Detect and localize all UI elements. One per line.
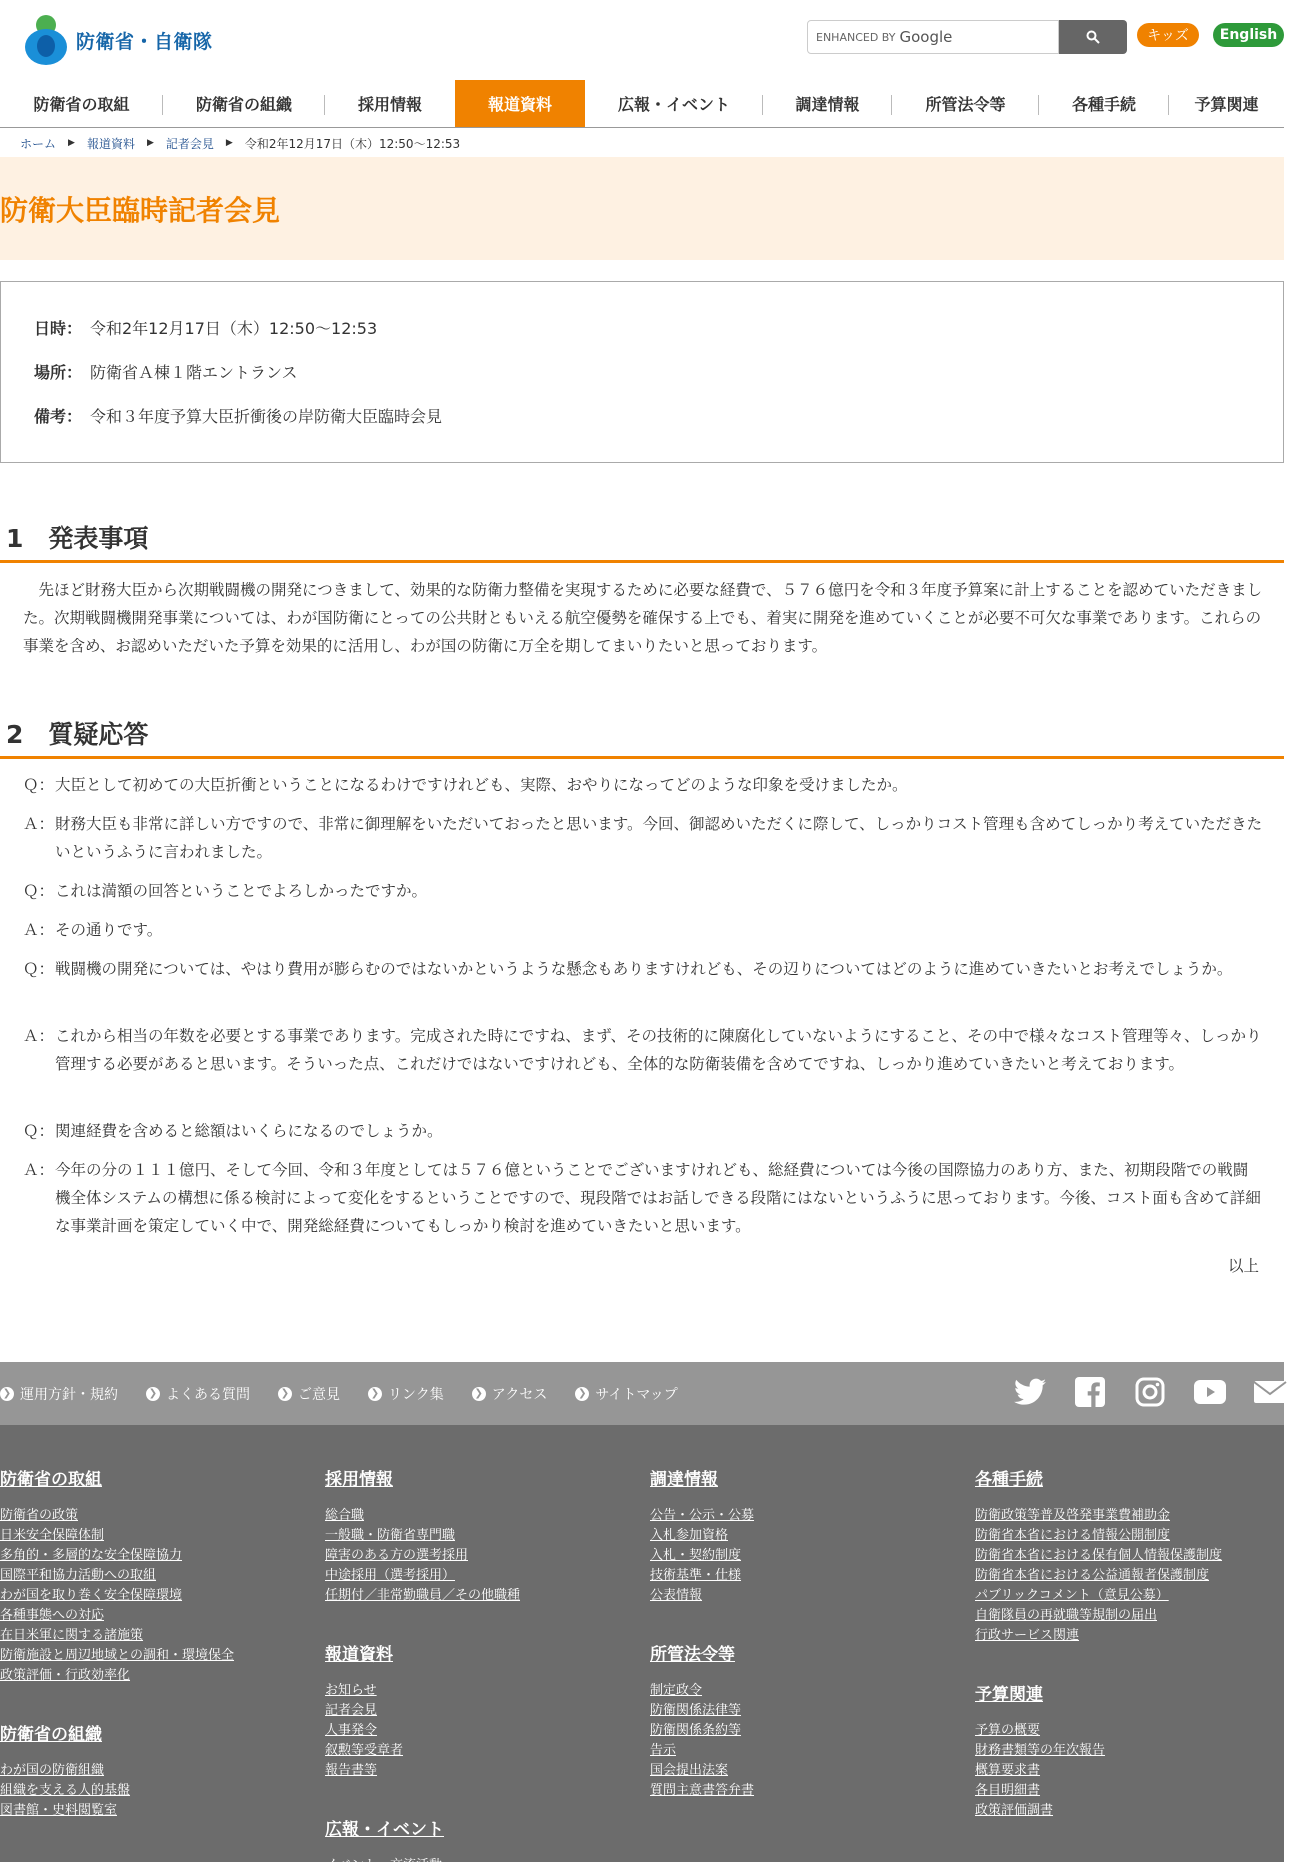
section-heading-announcement: 1 発表事項 bbox=[0, 519, 1284, 563]
footer-column bbox=[650, 1465, 950, 1606]
info-label: 備考： bbox=[34, 407, 83, 426]
footer-link[interactable]: 告示 bbox=[650, 1743, 677, 1758]
title-band bbox=[0, 157, 1284, 260]
end-text: 以上 bbox=[1227, 1257, 1259, 1275]
footer-column bbox=[0, 1465, 300, 1686]
chevron-right-icon: ❯ bbox=[278, 1387, 292, 1401]
footer-link[interactable]: 防衛関係法律等 bbox=[650, 1703, 742, 1718]
footer-link[interactable]: 防衛省本省における情報公開制度 bbox=[975, 1528, 1171, 1543]
footer-link[interactable]: わが国を取り巻く安全保障環境 bbox=[0, 1588, 183, 1603]
chevron-right-icon: ▶ bbox=[225, 138, 233, 148]
footer-link[interactable]: 技術基準・仕様 bbox=[650, 1568, 742, 1583]
footer-heading[interactable]: 防衛省の取組 bbox=[0, 1470, 102, 1490]
chevron-right-icon: ▶ bbox=[68, 138, 75, 148]
search-icon bbox=[1086, 30, 1100, 44]
footer-heading[interactable]: 防衛省の組織 bbox=[0, 1725, 102, 1745]
qa-item bbox=[23, 916, 1263, 944]
footer-link[interactable]: 防衛関係条約等 bbox=[650, 1723, 742, 1738]
info-box bbox=[0, 281, 1284, 463]
footer-link[interactable]: 行政サービス関連 bbox=[975, 1628, 1080, 1643]
footer-link[interactable]: 任期付／非常勤職員／その他職種 bbox=[325, 1588, 521, 1603]
facebook-icon[interactable] bbox=[1070, 1372, 1110, 1412]
footer-heading[interactable]: 採用情報 bbox=[325, 1470, 393, 1490]
page-title: 防衛大臣臨時記者会見 bbox=[0, 193, 281, 227]
nav-item-press[interactable]: 報道資料 bbox=[455, 80, 585, 127]
search-placeholder: ENHANCED BY bbox=[816, 30, 896, 44]
footer-link[interactable]: 人事発令 bbox=[325, 1723, 378, 1738]
footer-links-bar bbox=[0, 1362, 1284, 1425]
footer-heading[interactable]: 広報・イベント bbox=[325, 1820, 444, 1840]
chevron-right-icon: ❯ bbox=[472, 1387, 486, 1401]
qa-label: Ａ： bbox=[23, 1027, 55, 1045]
qa-text: 関連経費を含めると総額はいくらになるのでしょうか。 bbox=[55, 1122, 443, 1140]
mail-icon[interactable] bbox=[1250, 1372, 1290, 1412]
footer-list bbox=[0, 1506, 300, 1686]
breadcrumb-current: 令和2年12月17日（木）12:50～12:53 bbox=[244, 136, 461, 151]
footer-link-label: アクセス bbox=[491, 1386, 548, 1403]
footer-list bbox=[325, 1681, 625, 1781]
qa-label: Ｑ： bbox=[23, 1122, 55, 1140]
qa-label: Ａ： bbox=[23, 1161, 55, 1179]
footer-link[interactable]: パブリックコメント（意見公募） bbox=[975, 1588, 1169, 1603]
footer-link[interactable]: 公表情報 bbox=[650, 1588, 703, 1603]
qa-text: 財務大臣も非常に詳しい方ですので、非常に御理解をいただいておったと思います。今回、御認めいただくに際して、しっかりコスト管理も含めてしっかり考えていただきたいというふうに言われました。 bbox=[55, 815, 1263, 861]
footer-link-links[interactable] bbox=[368, 1384, 444, 1404]
footer-list bbox=[650, 1506, 950, 1606]
breadcrumb-press[interactable]: 報道資料 bbox=[86, 136, 135, 151]
footer-list bbox=[650, 1681, 950, 1801]
footer-link[interactable]: 政策評価・行政効率化 bbox=[0, 1668, 131, 1683]
qa-label: Ｑ： bbox=[23, 776, 55, 794]
footer-list bbox=[975, 1506, 1280, 1646]
footer-link[interactable]: 政策評価調書 bbox=[975, 1803, 1054, 1818]
section-heading-qa: 2 質疑応答 bbox=[0, 715, 1284, 759]
footer-column bbox=[650, 1640, 950, 1801]
footer-link-label: サイトマップ bbox=[595, 1386, 678, 1403]
footer-heading[interactable]: 予算関連 bbox=[975, 1685, 1043, 1705]
search-brand: Google bbox=[899, 28, 953, 46]
footer-link[interactable]: 総合職 bbox=[325, 1508, 365, 1523]
footer-link[interactable]: 叙勲等受章者 bbox=[325, 1743, 404, 1758]
footer-link[interactable]: 自衛隊員の再就職等規制の届出 bbox=[975, 1608, 1158, 1623]
footer-link[interactable]: 国際平和協力活動への取組 bbox=[0, 1568, 157, 1583]
footer-link[interactable]: 財務書類等の年次報告 bbox=[975, 1743, 1106, 1758]
nav-item-policy[interactable]: 防衛省の取組 bbox=[0, 80, 163, 127]
twitter-icon[interactable] bbox=[1010, 1372, 1050, 1412]
footer-sitemap bbox=[0, 1425, 1284, 1873]
qa-item bbox=[23, 1022, 1263, 1078]
info-value: 令和2年12月17日（木）12:50～12:53 bbox=[90, 319, 378, 338]
footer-link[interactable]: 概算要求書 bbox=[975, 1763, 1041, 1778]
nav-item-laws[interactable]: 所管法令等 bbox=[892, 80, 1039, 127]
footer-link[interactable]: 防衛施設と周辺地域との調和・環境保全 bbox=[0, 1648, 235, 1663]
footer-link-label: よくある質問 bbox=[166, 1386, 250, 1403]
qa-item bbox=[23, 1117, 1263, 1145]
info-row-note bbox=[34, 404, 1283, 448]
nav-item-organization[interactable]: 防衛省の組織 bbox=[163, 80, 325, 127]
qa-text: 大臣として初めての大臣折衝ということになるわけですけれども、実際、おやりになってどのような印象を受けましたか。 bbox=[55, 776, 908, 794]
qa-label: Ａ： bbox=[23, 921, 55, 939]
footer-link[interactable]: 障害のある方の選考採用 bbox=[325, 1548, 469, 1563]
footer-link[interactable]: イベント・交流活動 bbox=[325, 1858, 443, 1873]
footer-list bbox=[325, 1856, 625, 1876]
info-label: 場所： bbox=[34, 363, 83, 382]
logo-text: 防衛省・自衛隊 bbox=[76, 30, 213, 53]
nav-item-budget[interactable]: 予算関連 bbox=[1194, 95, 1259, 114]
footer-link[interactable]: 制定政令 bbox=[650, 1683, 703, 1698]
english-button[interactable]: English bbox=[1213, 23, 1284, 47]
footer-column bbox=[0, 1720, 300, 1821]
footer-link[interactable]: 各種事態への対応 bbox=[0, 1608, 105, 1623]
qa-item bbox=[23, 955, 1263, 983]
footer-link[interactable]: 記者会見 bbox=[325, 1703, 378, 1718]
footer-column bbox=[325, 1640, 625, 1781]
qa-text: これから相当の年数を必要とする事業であります。完成された時にですね、まず、その技術的に陳腐化していないようにすること、その中で様々なコスト管理等々、しっかり管理する必要があると思います。そういった点、これだけではないですけれども、全体的な防衛装備を含めてですね、しっかり進めていきたいと考えております。 bbox=[55, 1027, 1262, 1073]
footer-link-policy[interactable] bbox=[0, 1384, 118, 1404]
footer-link[interactable]: 防衛省の政策 bbox=[0, 1508, 79, 1523]
breadcrumb-conference[interactable]: 記者会見 bbox=[165, 136, 214, 151]
chevron-right-icon: ❯ bbox=[575, 1387, 589, 1401]
kids-button[interactable]: キッズ bbox=[1137, 23, 1199, 47]
footer-link[interactable]: 入札参加資格 bbox=[650, 1528, 729, 1543]
footer-link[interactable]: 国会提出法案 bbox=[650, 1763, 729, 1778]
site-search bbox=[807, 20, 1127, 54]
footer-link[interactable]: 質問主意書答弁書 bbox=[650, 1783, 755, 1798]
qa-label: Ｑ： bbox=[23, 960, 55, 978]
footer-link[interactable]: お知らせ bbox=[325, 1683, 377, 1698]
search-button[interactable] bbox=[1059, 20, 1127, 54]
info-label: 日時： bbox=[34, 319, 83, 338]
footer-heading[interactable]: 各種手続 bbox=[975, 1470, 1043, 1490]
footer-heading[interactable]: 調達情報 bbox=[650, 1470, 718, 1490]
breadcrumb-home[interactable]: ホーム bbox=[20, 136, 57, 151]
search-input[interactable] bbox=[807, 20, 1059, 54]
chevron-right-icon: ❯ bbox=[368, 1387, 382, 1401]
footer-link-label: ご意見 bbox=[298, 1386, 340, 1403]
qa-text: 戦闘機の開発については、やはり費用が膨らむのではないかというような懸念もありますけれども、その辺りについてはどのように進めていきたいとお考えでしょうか。 bbox=[55, 960, 1233, 978]
footer-link[interactable]: 中途採用（選考採用） bbox=[325, 1568, 456, 1583]
qa-text: その通りです。 bbox=[55, 921, 163, 939]
footer-link[interactable]: 公告・公示・公募 bbox=[650, 1508, 755, 1523]
footer-link[interactable]: 日米安全保障体制 bbox=[0, 1528, 105, 1543]
footer-link-faq[interactable] bbox=[146, 1384, 250, 1404]
footer-link[interactable]: 在日米軍に関する諸施策 bbox=[0, 1628, 144, 1643]
footer-link-sitemap[interactable] bbox=[575, 1384, 677, 1404]
nav-item-recruit[interactable]: 採用情報 bbox=[357, 95, 422, 114]
footer-link-opinion[interactable] bbox=[278, 1384, 340, 1404]
footer-link[interactable]: 図書館・史料閲覧室 bbox=[0, 1803, 118, 1818]
footer-link[interactable]: 報告書等 bbox=[325, 1763, 378, 1778]
footer-column bbox=[975, 1465, 1280, 1646]
chevron-right-icon: ❯ bbox=[0, 1387, 14, 1401]
instagram-icon[interactable] bbox=[1130, 1372, 1170, 1412]
qa-text: これは満額の回答ということでよろしかったですか。 bbox=[55, 882, 428, 900]
global-nav bbox=[0, 80, 1284, 128]
qa-label: Ａ： bbox=[23, 815, 55, 833]
footer-column bbox=[975, 1680, 1280, 1821]
qa-item bbox=[23, 877, 1263, 905]
footer-link[interactable]: 入札・契約制度 bbox=[650, 1548, 742, 1563]
info-value: 防衛省Ａ棟１階エントランス bbox=[90, 363, 298, 382]
qa-text: 今年の分の１１１億円、そして今回、令和３年度としては５７６億ということでございますけれども、総経費については今後の国際協力のあり方、また、初期段階での戦闘機全体システムの構想に係る検討によって変化をするということですので、現段階ではお話しできる段階にはないというふうに思っております。今後、コスト面も含めて詳細な事業計画を策定していく中で、開発総経費についてもしっかり検討を進めていきたいと思います。 bbox=[55, 1161, 1261, 1235]
footer-column bbox=[325, 1815, 625, 1876]
footer-list bbox=[975, 1721, 1280, 1821]
footer-list bbox=[0, 1761, 300, 1821]
footer-link[interactable]: 各目明細書 bbox=[975, 1783, 1041, 1798]
qa-label: Ｑ： bbox=[23, 882, 55, 900]
nav-item-procurement[interactable]: 調達情報 bbox=[763, 80, 892, 127]
footer-link[interactable]: 一般職・防衛省専門職 bbox=[325, 1528, 456, 1543]
announcement-paragraph: 先ほど財務大臣から次期戦闘機の開発につきまして、効果的な防衛力整備を実現するために必要な経費で、５７６億円を令和３年度予算案に計上することを認めていただきました。次期戦闘機開発事業については、わが国防衛にとっての公共財ともいえる航空優勢を確保する上でも、着実に開発を進めていくことが必要不可欠な事業であります。これらの事業を含め、お認めいただいた予算を効果的に活用し、わが国の防衛に万全を期してまいりたいと思っております。 bbox=[23, 581, 1263, 655]
footer-heading[interactable]: 報道資料 bbox=[325, 1645, 393, 1665]
nav-item-procedures[interactable]: 各種手続 bbox=[1039, 80, 1169, 127]
footer-link[interactable]: 防衛省本省における保有個人情報保護制度 bbox=[975, 1548, 1223, 1563]
footer-link[interactable]: 防衛省本省における公益通報者保護制度 bbox=[975, 1568, 1210, 1583]
youtube-icon[interactable] bbox=[1190, 1372, 1230, 1412]
qa-item bbox=[23, 771, 1263, 799]
footer-link[interactable]: 予算の概要 bbox=[975, 1723, 1041, 1738]
footer-column bbox=[325, 1465, 625, 1606]
footer-link-access[interactable] bbox=[472, 1384, 548, 1404]
logo-mark-icon bbox=[20, 15, 72, 65]
qa-item bbox=[23, 810, 1263, 866]
info-row-date bbox=[34, 316, 1283, 360]
footer-link[interactable]: わが国の防衛組織 bbox=[0, 1763, 105, 1778]
nav-item-pr-events[interactable]: 広報・イベント bbox=[585, 80, 763, 127]
footer-heading[interactable]: 所管法令等 bbox=[650, 1645, 735, 1665]
footer-link-label: リンク集 bbox=[388, 1386, 444, 1403]
info-value: 令和３年度予算大臣折衝後の岸防衛大臣臨時会見 bbox=[90, 407, 443, 426]
footer-list bbox=[325, 1506, 625, 1606]
site-logo[interactable] bbox=[20, 15, 213, 65]
qa-item bbox=[23, 1156, 1263, 1240]
footer-link[interactable]: 多角的・多層的な安全保障協力 bbox=[0, 1548, 183, 1563]
chevron-right-icon: ❯ bbox=[146, 1387, 160, 1401]
footer-link[interactable]: 防衛政策等普及啓発事業費補助金 bbox=[975, 1508, 1171, 1523]
breadcrumb bbox=[20, 133, 460, 153]
info-row-place bbox=[34, 360, 1283, 404]
chevron-right-icon: ▶ bbox=[146, 138, 154, 148]
footer-link-label: 運用方針・規約 bbox=[20, 1386, 118, 1403]
footer-link[interactable]: 組織を支える人的基盤 bbox=[0, 1783, 131, 1798]
site-header bbox=[0, 0, 1284, 80]
